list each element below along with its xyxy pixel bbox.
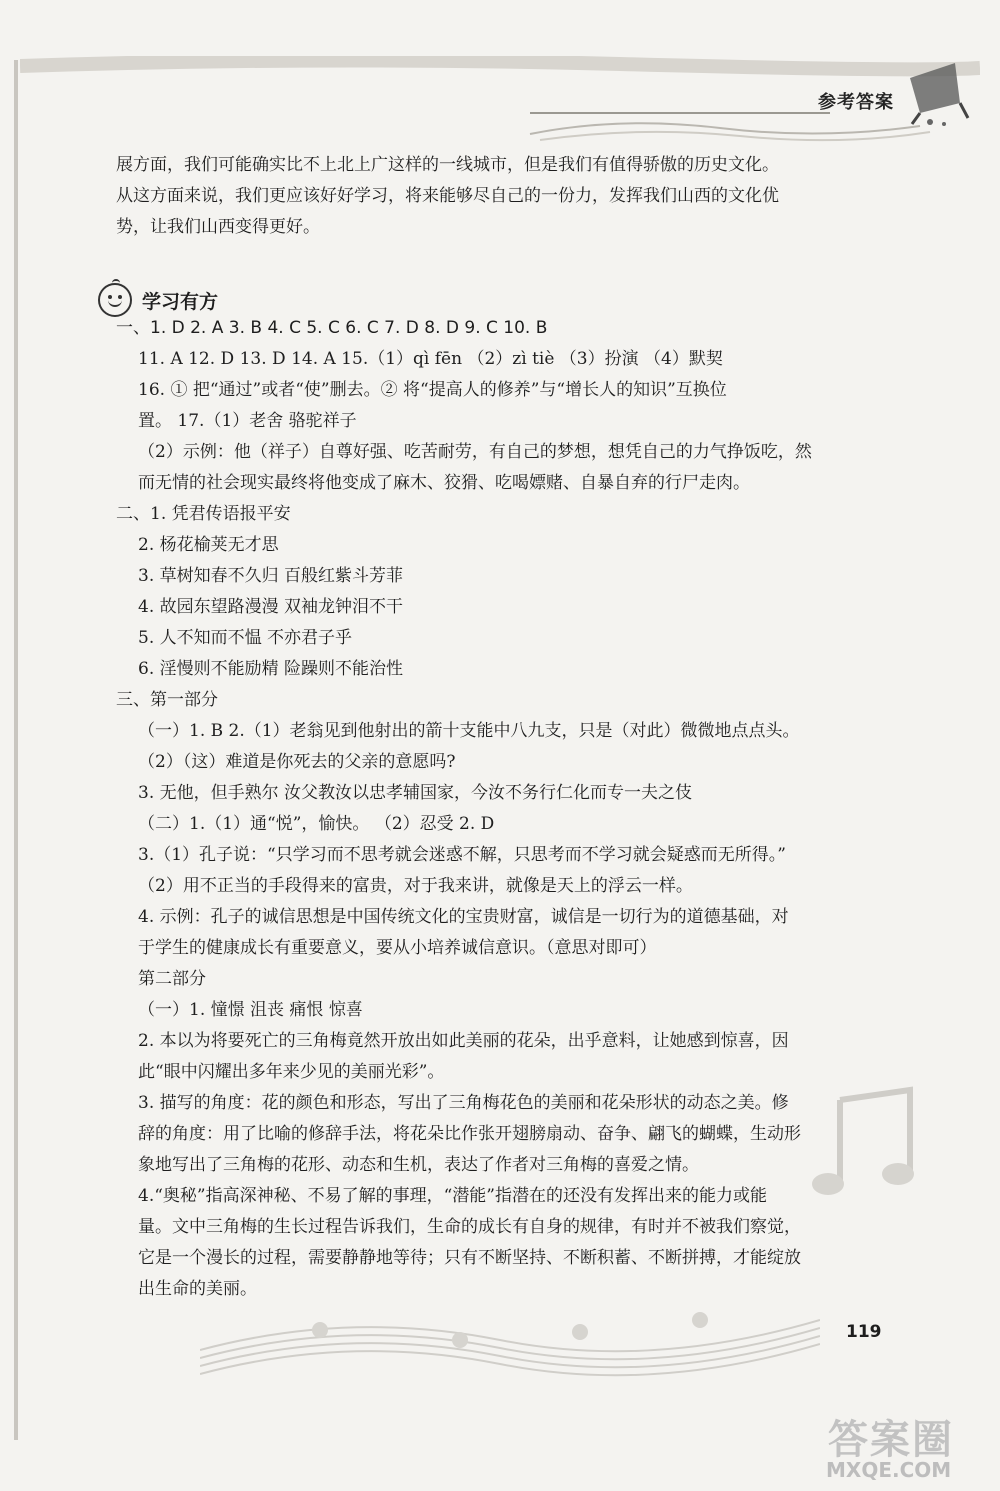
answer-line: 于学生的健康成长有重要意义，要从小培养诚信意识。（意思对即可） [138, 938, 657, 958]
answer-line: （一）1. B 2.（1）老翁见到他射出的箭十支能中八九支，只是（对此）微微地点点头。 [138, 721, 800, 741]
answer-line: 3.（1）孔子说：“只学习而不思考就会迷惑不解，只思考而不学习就会疑惑而无所得。” [138, 845, 786, 865]
answer-line: 而无情的社会现实最终将他变成了麻木、狡猾、吃喝嫖赌、自暴自弃的行尸走肉。 [138, 473, 750, 493]
section-title: 学习有方 [142, 290, 219, 313]
answer-line: 11. A 12. D 13. D 14. A 15.（1）qì fēn （2）zì tiè （3）扮演 （4）默契 [138, 349, 723, 369]
page-number: 119 [846, 1322, 882, 1342]
answer-line: 6. 淫慢则不能励精 险躁则不能治性 [138, 659, 404, 679]
answer-line: （2）示例：他（祥子）自尊好强、吃苦耐劳，有自己的梦想，想凭自己的力气挣饭吃，然 [138, 442, 812, 462]
answer-line: 一、1. D 2. A 3. B 4. C 5. C 6. C 7. D 8. D 9. C 10. B [116, 318, 548, 338]
answer-line: （2）（这）难道是你死去的父亲的意愿吗? [138, 752, 456, 772]
answer-line: 置。 17.（1）老舍 骆驼祥子 [138, 411, 357, 431]
answer-line: 它是一个漫长的过程，需要静静地等待；只有不断坚持、不断积蓄、不断拼搏，才能绽放 [138, 1248, 801, 1268]
answer-line: 2. 杨花榆荚无才思 [138, 535, 279, 555]
watermark-logo: 答案圈 [828, 1417, 954, 1463]
answer-line: 象地写出了三角梅的花形、动态和生机，表达了作者对三角梅的喜爱之情。 [138, 1155, 699, 1175]
answer-list [116, 313, 916, 1305]
watermark-url: MXQE.COM [826, 1458, 952, 1482]
answer-line: 4. 故园东望路漫漫 双袖龙钟泪不干 [138, 597, 404, 617]
answer-line: （二）1.（1）通“悦”，愉快。 （2）忍受 2. D [138, 814, 495, 834]
answer-line: 4. 示例：孔子的诚信思想是中国传统文化的宝贵财富，诚信是一切行为的道德基础，对 [138, 907, 789, 927]
answer-line: 4.“奥秘”指高深神秘、不易了解的事理，“潜能”指潜在的还没有发挥出来的能力或能 [138, 1186, 767, 1206]
beach-chair-icon [900, 58, 980, 128]
answer-line: 3. 描写的角度：花的颜色和形态，写出了三角梅花色的美丽和花朵形状的动态之美。修 [138, 1093, 789, 1113]
answer-line: 出生命的美丽。 [138, 1279, 257, 1299]
intro-line: 展方面，我们可能确实比不上北上广这样的一线城市，但是我们有值得骄傲的历史文化。 [116, 155, 779, 175]
music-staff-decoration [200, 1290, 820, 1380]
answer-line: 3. 草树知春不久归 百般红紫斗芳菲 [138, 566, 404, 586]
answer-heading: 三、第一部分 [116, 690, 218, 710]
page-header-title: 参考答案 [818, 92, 894, 113]
page-spine-shadow [14, 60, 18, 1440]
answer-line: 此“眼中闪耀出多年来少见的美丽光彩”。 [138, 1062, 445, 1082]
music-note-icon [800, 1080, 940, 1210]
answer-line: 量。文中三角梅的生长过程告诉我们，生命的成长有自身的规律，有时并不被我们察觉， [138, 1217, 801, 1237]
intro-line: 势，让我们山西变得更好。 [116, 217, 320, 237]
intro-paragraph [116, 150, 896, 243]
header-rule [530, 112, 830, 114]
answer-heading: 第二部分 [138, 969, 206, 989]
answer-line: 辞的角度：用了比喻的修辞手法，将花朵比作张开翅膀扇动、奋争、翩飞的蝴蝶，生动形 [138, 1124, 801, 1144]
answer-line: 5. 人不知而不愠 不亦君子乎 [138, 628, 353, 648]
answer-line: （一）1. 憧憬 沮丧 痛恨 惊喜 [138, 1000, 363, 1020]
answer-line: 16. ① 把“通过”或者“使”删去。② 将“提高人的修养”与“增长人的知识”互换位 [138, 380, 727, 400]
answer-line: 2. 本以为将要死亡的三角梅竟然开放出如此美丽的花朵，出乎意料，让她感到惊喜，因 [138, 1031, 789, 1051]
answer-line: （2）用不正当的手段得来的富贵，对于我来讲，就像是天上的浮云一样。 [138, 876, 693, 896]
answer-line: 二、1. 凭君传语报平安 [116, 504, 291, 524]
answer-line: 3. 无他，但手熟尔 汝父教汝以忠孝辅国家，今汝不务行仁化而专一夫之伎 [138, 783, 693, 803]
intro-line: 从这方面来说，我们更应该好好学习，将来能够尽自己的一份力，发挥我们山西的文化优 [116, 186, 779, 206]
smiley-face-icon [98, 283, 132, 317]
